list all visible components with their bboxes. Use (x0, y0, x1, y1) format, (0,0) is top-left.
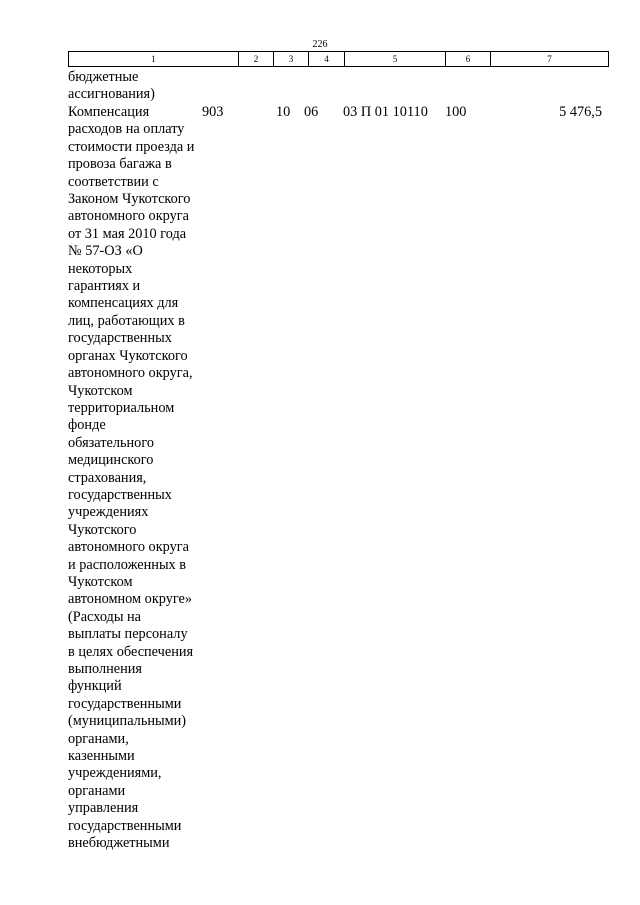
header-col-4: 4 (309, 52, 345, 67)
header-col-3: 3 (274, 52, 309, 67)
row-name-text: Компенсация расходов на оплату стоимости проезда и провоза багажа в соответствии с Законом Чукотского автономного округа от 31 мая 2010 года № 57-ОЗ «О некоторых гарантиях и компенсациях для лиц, работающих в государственных органах Чукотского автономного округа, Чукотском территориальном фонде обязательного медицинского страхования, государственных учреждениях Чукотского автономного округа и расположенных в Чукотском автономном округе» (Расходы на выплаты персоналу в целях обеспечения выполнения функций государственными (муниципальными) органами, казенными учреждениями, органами управления государственными внебюджетными (68, 104, 195, 852)
table-header (68, 51, 609, 67)
cell-ministry-code: 903 (202, 104, 224, 120)
header-col-5: 5 (345, 52, 446, 67)
header-col-6: 6 (446, 52, 491, 67)
page-number: 226 (312, 39, 328, 50)
header-col-7: 7 (491, 52, 609, 67)
cell-subsection-code: 06 (304, 104, 319, 120)
header-col-2: 2 (239, 52, 274, 67)
cell-expense-type-code: 100 (445, 104, 467, 120)
header-row (69, 52, 609, 67)
cell-section-code: 10 (276, 104, 291, 120)
cell-target-article-code: 03 П 01 10110 (343, 104, 428, 120)
header-col-1: 1 (69, 52, 239, 67)
cell-amount: 5 476,5 (559, 104, 602, 120)
previous-row-text: бюджетные ассигнования) (68, 69, 155, 103)
